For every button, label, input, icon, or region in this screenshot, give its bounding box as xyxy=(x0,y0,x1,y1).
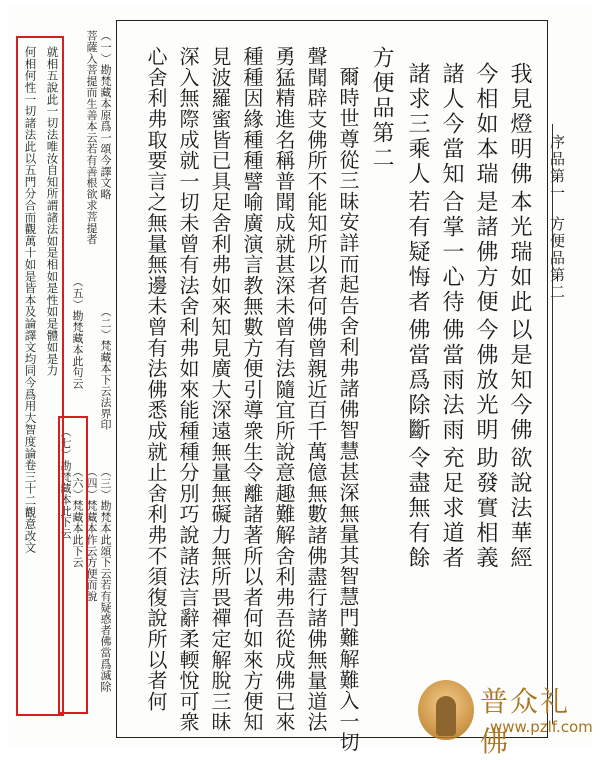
prose-line: 深入無際成就一切未曾有法舍利弗如來能種種分別巧說諸法言辭柔輭悅可衆 xyxy=(176,46,200,733)
footnote: （五）勘梵藏本此句云 xyxy=(71,276,84,389)
footnote: （三）勘梵本此頌下云若有疑惑者佛當爲滅除 xyxy=(99,466,112,692)
footnote-highlighted: 就相五說此一切法唯汝自知所謂諸法如是相如是性如是體如是力 xyxy=(45,46,60,377)
logo-title: 普众礼佛 xyxy=(480,685,571,758)
running-header-right: 方便品第二 xyxy=(548,216,566,301)
scanned-page xyxy=(8,6,593,758)
footnote: （七）勘梵藏本此下云 xyxy=(59,426,72,539)
verse-line: 諸人今當知 xyxy=(439,62,464,187)
verse-line: 以是知今佛 xyxy=(507,318,532,443)
verse-line: 諸求三乘人 xyxy=(405,62,430,187)
verse-line: 欲說法華經 xyxy=(507,446,532,571)
verse-line: 今佛放光明 xyxy=(473,318,498,443)
buddha-icon xyxy=(418,680,474,740)
logo-url: www.pzlf.com xyxy=(490,718,593,736)
highlight-box-main xyxy=(16,36,64,716)
prose-line: 種種因緣種種譬喻廣演言教無數方便引導衆生令離諸著所以者何如來方便知 xyxy=(240,46,264,733)
footnote: 菩薩入菩提而生善本云若有善根欲求菩提者 xyxy=(85,30,98,245)
prose-line: 見波羅蜜皆已具足舍利弗如來知見廣大深遠無量無礙力無所畏禪定解脫三昧 xyxy=(208,46,232,733)
footnote: （二）梵藏本下云法界印 xyxy=(99,306,112,431)
prose-line: 爾時世尊從三昧安詳而起告舍利弗諸佛智慧甚深無量其智慧門難解難入一切 xyxy=(336,66,360,753)
verse-line: 今相如本瑞 xyxy=(473,62,498,187)
verse-line: 佛當爲除斷 xyxy=(405,318,430,443)
prose-line: 心舍利弗取要言之無量無邊未曾有法佛悉成就止舍利弗不須復說所以者何 xyxy=(144,46,168,712)
prose-line: 勇猛精進名稱普聞成就甚深未曾有法隨宜所說意趣難解舍利弗吾從成佛已來 xyxy=(272,46,296,733)
watermark-logo xyxy=(418,674,598,758)
running-header-left: 序品第一 xyxy=(548,134,566,202)
verse-line: 本光瑞如此 xyxy=(507,190,532,315)
spine-rule xyxy=(552,124,553,724)
footnote: （一）勘梵藏本原爲一頌今譯文略 xyxy=(99,30,112,200)
verse-line: 我見燈明佛 xyxy=(507,62,532,187)
prose-line: 聲聞辟支佛所不能知所以者何佛曾親近百千萬億無數諸佛盡行諸佛無量道法 xyxy=(304,46,328,733)
highlight-box-secondary xyxy=(58,416,88,714)
verse-line: 合掌一心待 xyxy=(439,190,464,315)
buddha-figure xyxy=(436,696,456,736)
chapter-title: 方便品第二 xyxy=(369,46,394,171)
verse-line: 佛當雨法雨 xyxy=(439,318,464,443)
footnote: （四）梵藏本作云方便而說 xyxy=(85,466,98,602)
verse-line: 充足求道者 xyxy=(439,446,464,571)
footnote-highlighted: 何相何性一切諸法此以五門分合而觀萬十如是皆本及論譯文均同今爲用大智度論卷三十二觀意改文 xyxy=(23,46,38,554)
verse-line: 若有疑悔者 xyxy=(405,190,430,315)
verse-line: 助發實相義 xyxy=(473,446,498,571)
verse-line: 是諸佛方便 xyxy=(473,190,498,315)
footnote: （六）梵藏本此下云 xyxy=(71,466,84,568)
verse-line: 令盡無有餘 xyxy=(405,446,430,571)
